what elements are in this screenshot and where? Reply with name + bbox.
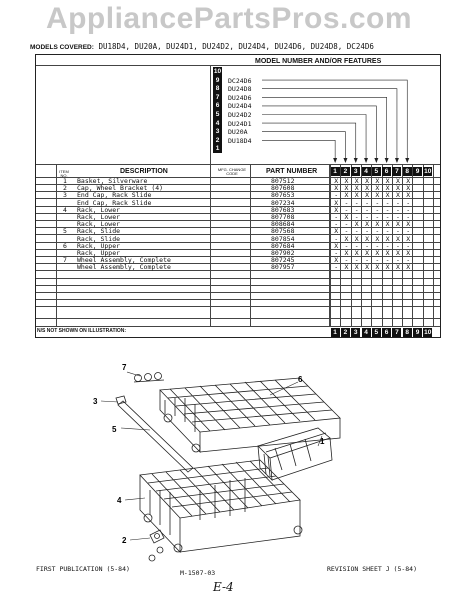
part-number: 807234 <box>271 198 295 207</box>
part-number: 807512 <box>271 177 295 185</box>
applicability-mark: - <box>334 234 339 243</box>
applicability-mark: - <box>365 227 369 236</box>
part-number-header: PART NUMBER <box>266 168 318 175</box>
applicability-mark: - <box>344 227 349 236</box>
column-number: 1 <box>331 328 340 337</box>
applicability-mark: X <box>395 177 400 185</box>
footer-document-number: M-1507-03 <box>180 569 216 577</box>
models-covered-list: DU18D4, DU20A, DU24D1, DU24D2, DU24D4, DU24D6, DU24D8, DC24D6 <box>98 42 374 51</box>
applicability-mark: X <box>375 184 380 193</box>
applicability-mark: X <box>406 177 411 185</box>
applicability-mark: X <box>354 177 359 185</box>
applicability-mark: X <box>375 220 380 229</box>
model-arrow <box>262 115 366 163</box>
part-description: Rack, Lower <box>77 205 121 214</box>
applicability-mark: X <box>395 234 400 243</box>
model-arrowhead <box>385 158 389 163</box>
callout-3: 3 <box>93 397 98 406</box>
applicability-mark: - <box>385 227 390 236</box>
applicability-mark: X <box>344 249 349 257</box>
column-number: 3 <box>351 167 360 176</box>
item-number: 7 <box>63 256 67 265</box>
watermark: AppliancePartsPros.com <box>45 2 413 35</box>
applicability-mark: X <box>406 184 411 193</box>
applicability-mark: X <box>385 234 390 243</box>
model-row-name: DU18D4 <box>228 136 252 145</box>
applicability-mark: - <box>375 241 380 250</box>
model-row-number: 2 <box>213 136 222 145</box>
callout-2: 2 <box>122 536 127 545</box>
applicability-mark: - <box>354 241 359 250</box>
description-header: DESCRIPTION <box>120 168 168 175</box>
model-row-name: DU20A <box>228 128 248 137</box>
applicability-mark: - <box>385 213 390 221</box>
applicability-mark: - <box>344 220 349 229</box>
model-row-number: 6 <box>213 101 222 110</box>
applicability-mark: - <box>406 256 411 265</box>
applicability-mark: - <box>365 256 369 265</box>
item-number: 3 <box>63 191 67 200</box>
applicability-mark: - <box>406 205 411 214</box>
exploded-illustration <box>0 340 458 572</box>
model-row-name: DU24D4 <box>228 102 252 111</box>
model-row-name: DU24D8 <box>228 85 252 94</box>
applicability-mark: - <box>385 241 390 250</box>
column-number: 7 <box>392 328 401 337</box>
applicability-mark: - <box>395 241 400 250</box>
part-number: 807708 <box>271 213 295 221</box>
part-number: 807653 <box>271 191 295 200</box>
applicability-mark: X <box>365 249 369 257</box>
applicability-mark: - <box>365 198 369 207</box>
applicability-mark: X <box>354 220 359 229</box>
applicability-mark: X <box>406 263 411 272</box>
column-number: 10 <box>424 329 432 336</box>
applicability-mark: - <box>406 213 411 221</box>
mfg-change-code-header: MFG. CHANGE CODE <box>217 167 247 176</box>
upper-rack-drawing <box>160 378 340 452</box>
column-number: 9 <box>413 167 422 176</box>
applicability-mark: - <box>375 198 380 207</box>
part-description: Cap, Wheel Bracket (4) <box>77 184 164 193</box>
applicability-mark: X <box>344 177 349 185</box>
applicability-mark: X <box>344 213 349 221</box>
wheel-bracket-cap-drawing <box>149 530 164 561</box>
applicability-mark: X <box>395 184 400 193</box>
part-description: Wheel Assembly, Complete <box>77 256 171 265</box>
model-arrowhead <box>374 158 378 163</box>
applicability-mark: X <box>334 205 339 214</box>
handwritten-page-mark: E-4 <box>213 580 234 594</box>
applicability-mark: X <box>354 263 359 272</box>
model-arrowhead <box>354 158 358 163</box>
model-row-name: DC24D6 <box>228 76 252 85</box>
column-number: 5 <box>372 167 381 176</box>
applicability-mark: - <box>344 241 349 250</box>
applicability-mark: X <box>375 234 380 243</box>
applicability-mark: X <box>375 263 380 272</box>
model-row-number: 3 <box>213 127 222 136</box>
applicability-mark: - <box>334 213 339 221</box>
model-arrow <box>262 140 335 162</box>
applicability-mark: X <box>375 249 380 257</box>
part-description: Rack, Lower <box>77 220 121 229</box>
applicability-mark: - <box>344 198 349 207</box>
applicability-mark: - <box>385 198 390 207</box>
silverware-basket-drawing <box>258 428 332 480</box>
model-row-number: 8 <box>213 84 222 93</box>
applicability-mark: X <box>395 249 400 257</box>
part-description: Rack, Slide <box>77 227 121 236</box>
applicability-mark: - <box>354 256 359 265</box>
callout-4: 4 <box>117 496 122 505</box>
applicability-mark: X <box>334 227 339 236</box>
part-description: Rack, Upper <box>77 249 121 257</box>
part-number: 807957 <box>271 263 295 272</box>
applicability-mark: X <box>365 177 369 185</box>
applicability-mark: X <box>334 177 339 185</box>
applicability-mark: - <box>354 227 359 236</box>
applicability-mark: X <box>385 220 390 229</box>
applicability-mark: X <box>395 263 400 272</box>
model-row-name: DU24D2 <box>228 111 252 119</box>
applicability-mark: - <box>365 213 369 221</box>
applicability-mark: - <box>385 256 390 265</box>
model-arrowhead <box>395 158 399 163</box>
applicability-mark: - <box>334 191 339 200</box>
part-description: Basket, Silverware <box>77 177 148 185</box>
part-number: 807245 <box>271 256 295 265</box>
model-arrowhead <box>364 158 368 163</box>
applicability-mark: X <box>395 191 400 200</box>
applicability-mark: - <box>334 249 339 257</box>
part-number: 807684 <box>271 241 295 250</box>
applicability-mark: - <box>406 198 411 207</box>
applicability-mark: X <box>385 184 390 193</box>
model-arrowhead <box>333 158 337 163</box>
model-number-title: MODEL NUMBER AND/OR FEATURES <box>255 58 382 65</box>
callout-5: 5 <box>112 425 117 434</box>
applicability-mark: X <box>385 191 390 200</box>
rack-slide-drawing <box>116 396 193 472</box>
column-number: 6 <box>382 328 391 337</box>
applicability-mark: - <box>365 241 369 250</box>
applicability-mark: - <box>395 198 400 207</box>
column-number: 10 <box>424 168 432 175</box>
applicability-mark: X <box>365 234 369 243</box>
item-number: 5 <box>63 227 67 236</box>
applicability-mark: - <box>395 205 400 214</box>
model-row-number: 10 <box>213 68 222 75</box>
model-row-number: 1 <box>213 144 222 153</box>
applicability-mark: - <box>334 220 339 229</box>
applicability-mark: X <box>395 220 400 229</box>
column-number: 9 <box>413 328 422 337</box>
applicability-mark: - <box>375 213 380 221</box>
applicability-mark: X <box>334 184 339 193</box>
model-arrowhead <box>343 158 347 163</box>
applicability-mark: - <box>375 205 380 214</box>
part-description: Rack, Lower <box>77 213 121 221</box>
applicability-mark: X <box>406 234 411 243</box>
applicability-mark: X <box>354 184 359 193</box>
applicability-mark: X <box>365 263 369 272</box>
applicability-mark: X <box>365 191 369 200</box>
applicability-mark: X <box>334 256 339 265</box>
part-number: 807902 <box>271 249 295 257</box>
applicability-mark: X <box>354 249 359 257</box>
applicability-mark: X <box>385 249 390 257</box>
column-number: 5 <box>372 328 381 337</box>
model-arrow <box>262 89 397 162</box>
applicability-mark: - <box>395 227 400 236</box>
item-number: 6 <box>63 241 67 250</box>
applicability-mark: - <box>395 213 400 221</box>
column-number: 8 <box>403 167 412 176</box>
applicability-mark: X <box>344 191 349 200</box>
wheel-assembly-drawing <box>134 373 164 383</box>
model-arrow <box>262 97 387 162</box>
applicability-mark: - <box>344 256 349 265</box>
part-number: 807568 <box>271 227 295 236</box>
item-number: 1 <box>63 177 67 185</box>
part-number: 807854 <box>271 234 295 243</box>
column-number: 2 <box>341 167 350 176</box>
column-number: 8 <box>403 328 412 337</box>
models-covered-label: MODELS COVERED: <box>30 44 94 51</box>
applicability-mark: X <box>354 191 359 200</box>
model-arrow <box>262 123 356 162</box>
applicability-mark: X <box>406 249 411 257</box>
item-number: 4 <box>63 205 67 214</box>
applicability-mark: - <box>354 198 359 207</box>
applicability-mark: - <box>406 227 411 236</box>
model-arrowhead <box>405 158 409 163</box>
applicability-mark: X <box>334 198 339 207</box>
column-number: 6 <box>382 167 391 176</box>
part-number: 808684 <box>271 220 295 229</box>
part-description: Rack, Slide <box>77 234 121 243</box>
applicability-mark: - <box>406 241 411 250</box>
model-row-number: 7 <box>213 93 222 102</box>
applicability-mark: - <box>344 205 349 214</box>
applicability-mark: X <box>385 263 390 272</box>
applicability-mark: X <box>334 241 339 250</box>
model-row-name: DU24D6 <box>228 93 252 102</box>
applicability-mark: X <box>406 220 411 229</box>
part-number: 807608 <box>271 184 295 193</box>
model-row-number: 4 <box>213 119 222 128</box>
footer-revision: REVISION SHEET J (5-84) <box>327 565 418 573</box>
model-applicability <box>331 264 434 271</box>
applicability-mark: X <box>344 234 349 243</box>
model-arrow <box>262 80 407 162</box>
applicability-mark: - <box>334 263 339 272</box>
applicability-mark: X <box>365 184 369 193</box>
item-no-header: ITEM NO. <box>59 169 69 178</box>
applicability-mark: X <box>406 191 411 200</box>
not-shown-note: N/S NOT SHOWN ON ILLUSTRATION: <box>37 328 127 334</box>
column-number: 7 <box>392 167 401 176</box>
applicability-mark: X <box>375 177 380 185</box>
callout-6: 6 <box>298 375 303 384</box>
applicability-mark: X <box>344 184 349 193</box>
model-row-number: 5 <box>213 110 222 119</box>
callout-leaders <box>101 372 322 540</box>
part-description: End Cap, Rack Slide <box>77 198 152 207</box>
applicability-mark: - <box>354 213 359 221</box>
model-arrow <box>262 132 345 162</box>
model-row-number: 9 <box>213 76 222 85</box>
column-number: 4 <box>362 328 371 337</box>
applicability-mark: X <box>354 234 359 243</box>
callout-7: 7 <box>122 363 127 372</box>
column-number: 4 <box>362 167 371 176</box>
applicability-mark: - <box>385 205 390 214</box>
item-number: 2 <box>63 184 67 193</box>
part-description: Wheel Assembly, Complete <box>77 263 171 272</box>
applicability-mark: - <box>395 256 400 265</box>
part-description: Rack, Upper <box>77 241 121 250</box>
applicability-mark: X <box>365 220 369 229</box>
applicability-mark: - <box>354 205 359 214</box>
footer-first-publication: FIRST PUBLICATION (5-84) <box>36 565 130 573</box>
part-number: 807683 <box>271 205 295 214</box>
applicability-mark: - <box>375 256 380 265</box>
applicability-mark: X <box>385 177 390 185</box>
applicability-mark: X <box>344 263 349 272</box>
applicability-mark: - <box>365 205 369 214</box>
column-number: 3 <box>351 328 360 337</box>
column-number: 1 <box>331 167 340 176</box>
applicability-mark: - <box>375 227 380 236</box>
column-number: 2 <box>341 328 350 337</box>
applicability-mark: X <box>375 191 380 200</box>
part-description: End Cap, Rack Slide <box>77 191 152 200</box>
callout-1: 1 <box>320 437 325 446</box>
model-row-name: DU24D1 <box>228 119 252 128</box>
